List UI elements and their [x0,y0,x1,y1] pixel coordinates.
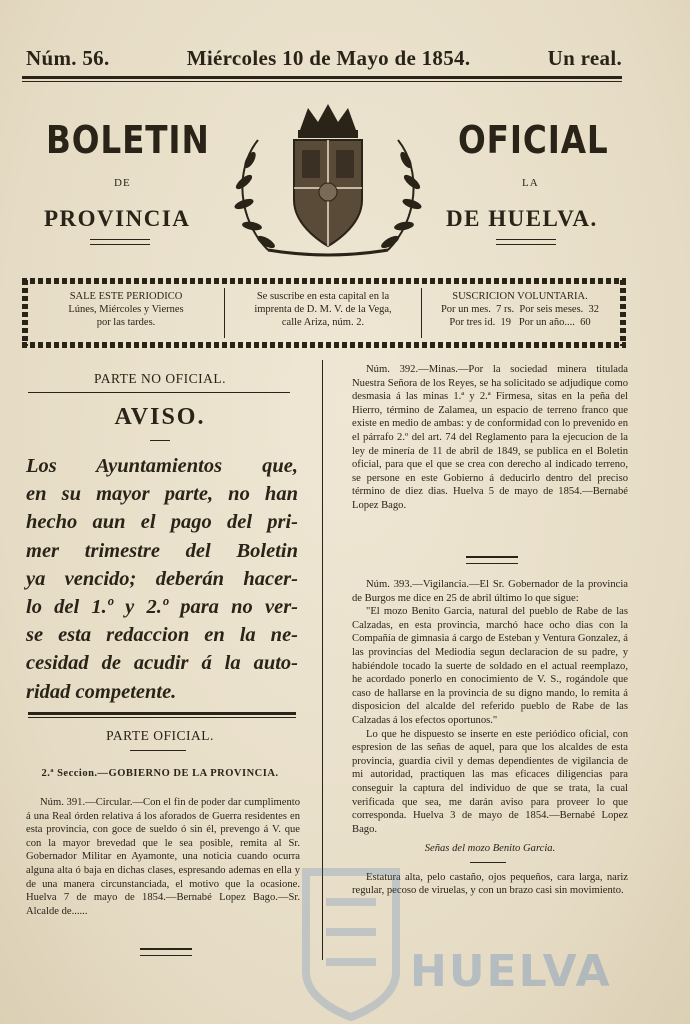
title-provincia: PROVINCIA [44,206,191,231]
info-divider-2 [421,288,422,338]
aviso-line: se esta redaccion en la ne- [26,624,298,647]
rule-thin [28,717,296,718]
rule [28,392,290,393]
title-left: BOLETIN [46,118,210,162]
info-pub-line: Lúnes, Miércoles y Viernes [68,304,184,315]
aviso-line: mer trimestre del Boletin [26,539,298,562]
article-391-text: Núm. 391.—Circular.—Con el fin de poder dar cumplimento á una Real órden relativa á los aforados de Guerra residentes en esta provincia, con goce de sueldo ó sin él, prevengo á V. que con la mayor brevedad que le sea posible, remita al Sr. Gobernador Militar en Ayamonte, una noticia cuando ocurra alguna alta ó baja en dichas clases, espresando ademas en ella y de una manera circunstanciada, el motivo que la ocasione. Huelva 7 de mayo de 1854.—Bernabé Lopez Bago.—Sr. Alcalde de...... [26,797,300,917]
aviso-line: lo del 1.º y 2.º para no ver- [26,596,298,619]
aviso-title: AVISO. [114,404,206,430]
masthead-rule [22,76,622,79]
info-price-line: Por un mes. 7 rs. Por seis meses. 32 [440,304,600,315]
separator-ornament [466,556,518,564]
info-sub-line: calle Ariza, núm. 2. [281,317,365,328]
article-393-quote: "El mozo Benito Garcia, natural del pueblo de Rabe de las Calzadas, en esta provincia, marchó hace ocho dias con la Compañía de gimnasia á cargo de Esteban y Ventura Gonzalez, á las provincias del Mediodia segun declaracion de su padre, y habiéndole tocado la suerte de soldado en el actual reemplazo, he acordado ponerlo en conocimiento de V. S., rogándole que caso de hallarse en la provincia de su digno mando, lo remita á disposicion del alcalde del referido pueblo de Rabe de las Calzadas á los efectos oportunos." [352,606,628,726]
aviso-line: ya vencido; deberán hacer- [26,567,298,590]
rule-thick [28,712,296,715]
info-divider-1 [224,288,225,338]
info-sub-line: Se suscribe en esta capital en la [256,291,390,302]
info-sub-line: imprenta de D. M. V. de la Vega, [254,304,392,315]
separator-ornament [140,948,192,956]
senas-text: Estatura alta, pelo castaño, ojos pequeños, cara larga, nariz regular, pecoso de viruelas, y con un brazo casi sin movimiento. [352,871,628,897]
aviso-body [26,452,298,706]
aviso-line: cesidad de acudir á la auto- [26,652,298,675]
title-huelva: DE HUELVA. [446,206,598,231]
title-ornament-left [90,239,150,245]
info-border-right [620,280,626,346]
issue-number: Núm. 56. [26,46,110,70]
title-right: OFICIAL [458,118,609,162]
info-price-line: Por tres id. 19 Por un año.... 60 [449,317,591,328]
issue-date: Miércoles 10 de Mayo de 1854. [186,46,471,70]
info-subscription-prices [424,290,616,329]
issue-price: Un real. [547,46,622,70]
aviso-line: hecho aun el pago del pri- [26,511,298,534]
info-border-top [22,278,626,284]
title-ornament-right [496,239,556,245]
article-391 [26,796,300,918]
article-392-text: Núm. 392.—Minas.—Por la sociedad minera titulada Nuestra Señora de los Reyes, se ha solicitado se adjudique como desmasia á las minas 1.ª y 2.ª Firmesa, sitas en la peña del Hierro, término de Zalamea, un espacio de terreno franco que existe en medio de ambas: y de conformidad con lo prevenido en el párrafo 2.º del art. 74 del Reglamento para la ejecucion de la ley de minería de 11 de abril de 1849, se publica en el Boletin oficial, para que el que se crea con derecho al indicado terreno, se persone en este Gobierno á deducirlo dentro del preciso término de diez dias. Huelva 5 de mayo de 1854.—Bernabé Lopez Bago. [352,364,628,511]
info-pub-line: SALE ESTE PERIODICO [69,291,183,302]
aviso-line: ridad competente. [26,680,177,703]
article-393-intro: Núm. 393.—Vigilancia.—El Sr. Gobernador de la provincia de Burgos me dice en 25 de abril último lo que sigue: [352,579,628,604]
info-pub-line: por las tardes. [96,317,156,328]
info-prices-title: SUSCRICION VOLUNTARIA. [452,291,588,302]
title-de: DE [114,177,131,189]
seccion-heading: 2.ª Seccion.—GOBIERNO DE LA PROVINCIA. [41,768,279,779]
article-392 [352,363,628,513]
parte-no-oficial-heading: PARTE NO OFICIAL. [93,371,227,386]
article-393-resolution: Lo que he dispuesto se inserte en este periódico oficial, con espresion de las señas de aquel, para que los alcaldes de esta provincia, guardia civil y demas dependientes de vigilancia de mi autoridad, practiquen las mas eficaces diligencias para conseguir la captura del individuo de que se trata, la cual verificada que sea, me darán aviso para proveer lo que corresponda. Huelva 3 de mayo de 1854.—Bernabé Lopez Bago. [352,728,628,835]
info-border-left [22,280,28,346]
title-la: LA [522,177,539,189]
senas-title: Señas del mozo Benito Garcia. [424,843,556,855]
aviso-line: en su mayor parte, no han [26,483,298,506]
info-subscription-place [228,290,418,329]
info-border-bottom [22,342,626,348]
masthead-rule-thin [22,81,622,82]
coat-of-arms-icon [228,100,428,260]
aviso-line: Los Ayuntamientos que, [26,455,298,477]
info-publication [32,290,220,329]
short-rule [130,750,186,751]
watermark-text: HUELVA [410,946,612,997]
masthead-issue-line [26,46,622,71]
parte-oficial-heading: PARTE OFICIAL. [106,728,214,743]
short-rule [150,440,170,441]
